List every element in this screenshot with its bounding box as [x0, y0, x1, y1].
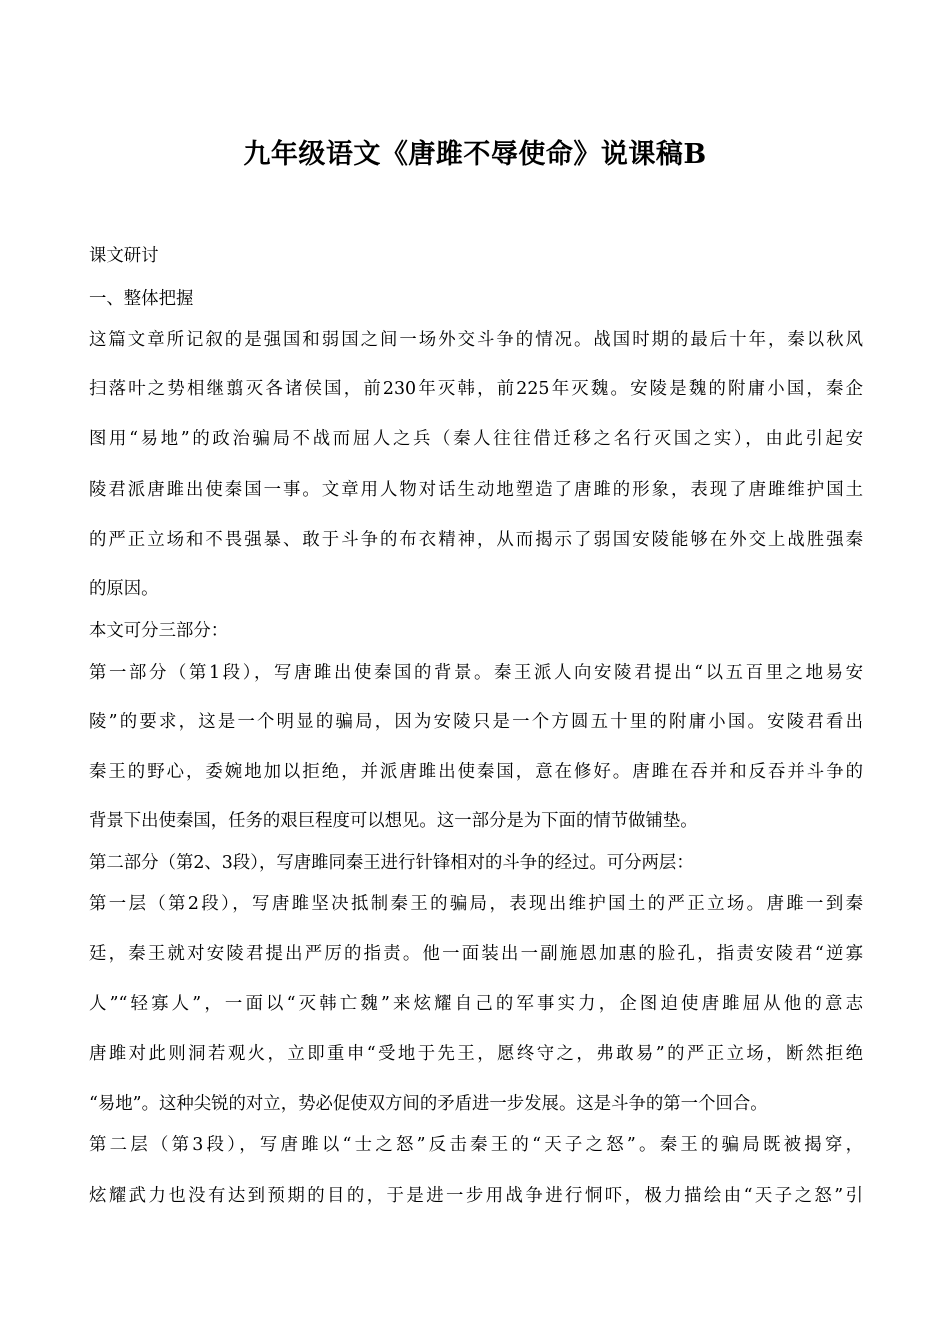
layer-two-line: 第二层（第3段），写唐雎以“士之怒”反击秦王的“天子之怒”。秦王的骗局既被揭穿，	[89, 1135, 863, 1155]
overview-line: 的原因。	[89, 579, 159, 599]
layer-two-line: 炫耀武力也没有达到预期的目的，于是进一步用战争进行恫吓，极力描绘由“天子之怒”引	[89, 1186, 863, 1206]
part-one-line: 秦王的野心，委婉地加以拒绝，并派唐雎出使秦国，意在修好。唐雎在吞并和反吞并斗争的	[89, 762, 863, 782]
overview-line: 陵君派唐雎出使秦国一事。文章用人物对话生动地塑造了唐雎的形象，表现了唐雎维护国土	[89, 480, 863, 500]
section-heading: 课文研讨	[89, 246, 159, 266]
layer-one-line: 第一层（第2段），写唐雎坚决抵制秦王的骗局，表现出维护国土的严正立场。唐雎一到秦	[89, 894, 863, 914]
part-one-line: 背景下出使秦国，任务的艰巨程度可以想见。这一部分是为下面的情节做铺垫。	[89, 811, 698, 831]
parts-intro: 本文可分三部分：	[89, 621, 229, 641]
overview-line: 扫落叶之势相继翦灭各诸侯国，前230年灭韩，前225年灭魏。安陵是魏的附庸小国，秦企	[89, 379, 863, 399]
document-title: 九年级语文《唐雎不辱使命》说课稿B	[243, 139, 707, 170]
part-one-line: 第一部分（第1段），写唐雎出使秦国的背景。秦王派人向安陵君提出“以五百里之地易安	[89, 663, 863, 683]
subheading: 一、整体把握	[89, 289, 194, 309]
layer-one-line: 唐雎对此则洞若观火，立即重申“受地于先王，愿终守之，弗敢易”的严正立场，断然拒绝	[89, 1044, 863, 1064]
overview-line: 图用“易地”的政治骗局不战而屈人之兵（秦人往往借迁移之名行灭国之实），由此引起安	[89, 429, 863, 449]
overview-line: 这篇文章所记叙的是强国和弱国之间一场外交斗争的情况。战国时期的最后十年，秦以秋风	[89, 330, 863, 350]
layer-one-line: 廷，秦王就对安陵君提出严厉的指责。他一面装出一副施恩加惠的脸孔，指责安陵君“逆寡	[89, 944, 863, 964]
layer-one-line: 人”“轻寡人”，一面以“灭韩亡魏”来炫耀自己的军事实力，企图迫使唐雎屈从他的意志	[89, 994, 863, 1014]
layer-one-line: “易地”。这种尖锐的对立，势必促使双方间的矛盾进一步发展。这是斗争的第一个回合。	[89, 1094, 768, 1114]
part-one-line: 陵”的要求，这是一个明显的骗局，因为安陵只是一个方圆五十里的附庸小国。安陵君看出	[89, 712, 863, 732]
overview-line: 的严正立场和不畏强暴、敢于斗争的布衣精神，从而揭示了弱国安陵能够在外交上战胜强秦	[89, 530, 863, 550]
part-two-intro: 第二部分（第2、3段），写唐雎同秦王进行针锋相对的斗争的经过。可分两层：	[89, 853, 694, 873]
